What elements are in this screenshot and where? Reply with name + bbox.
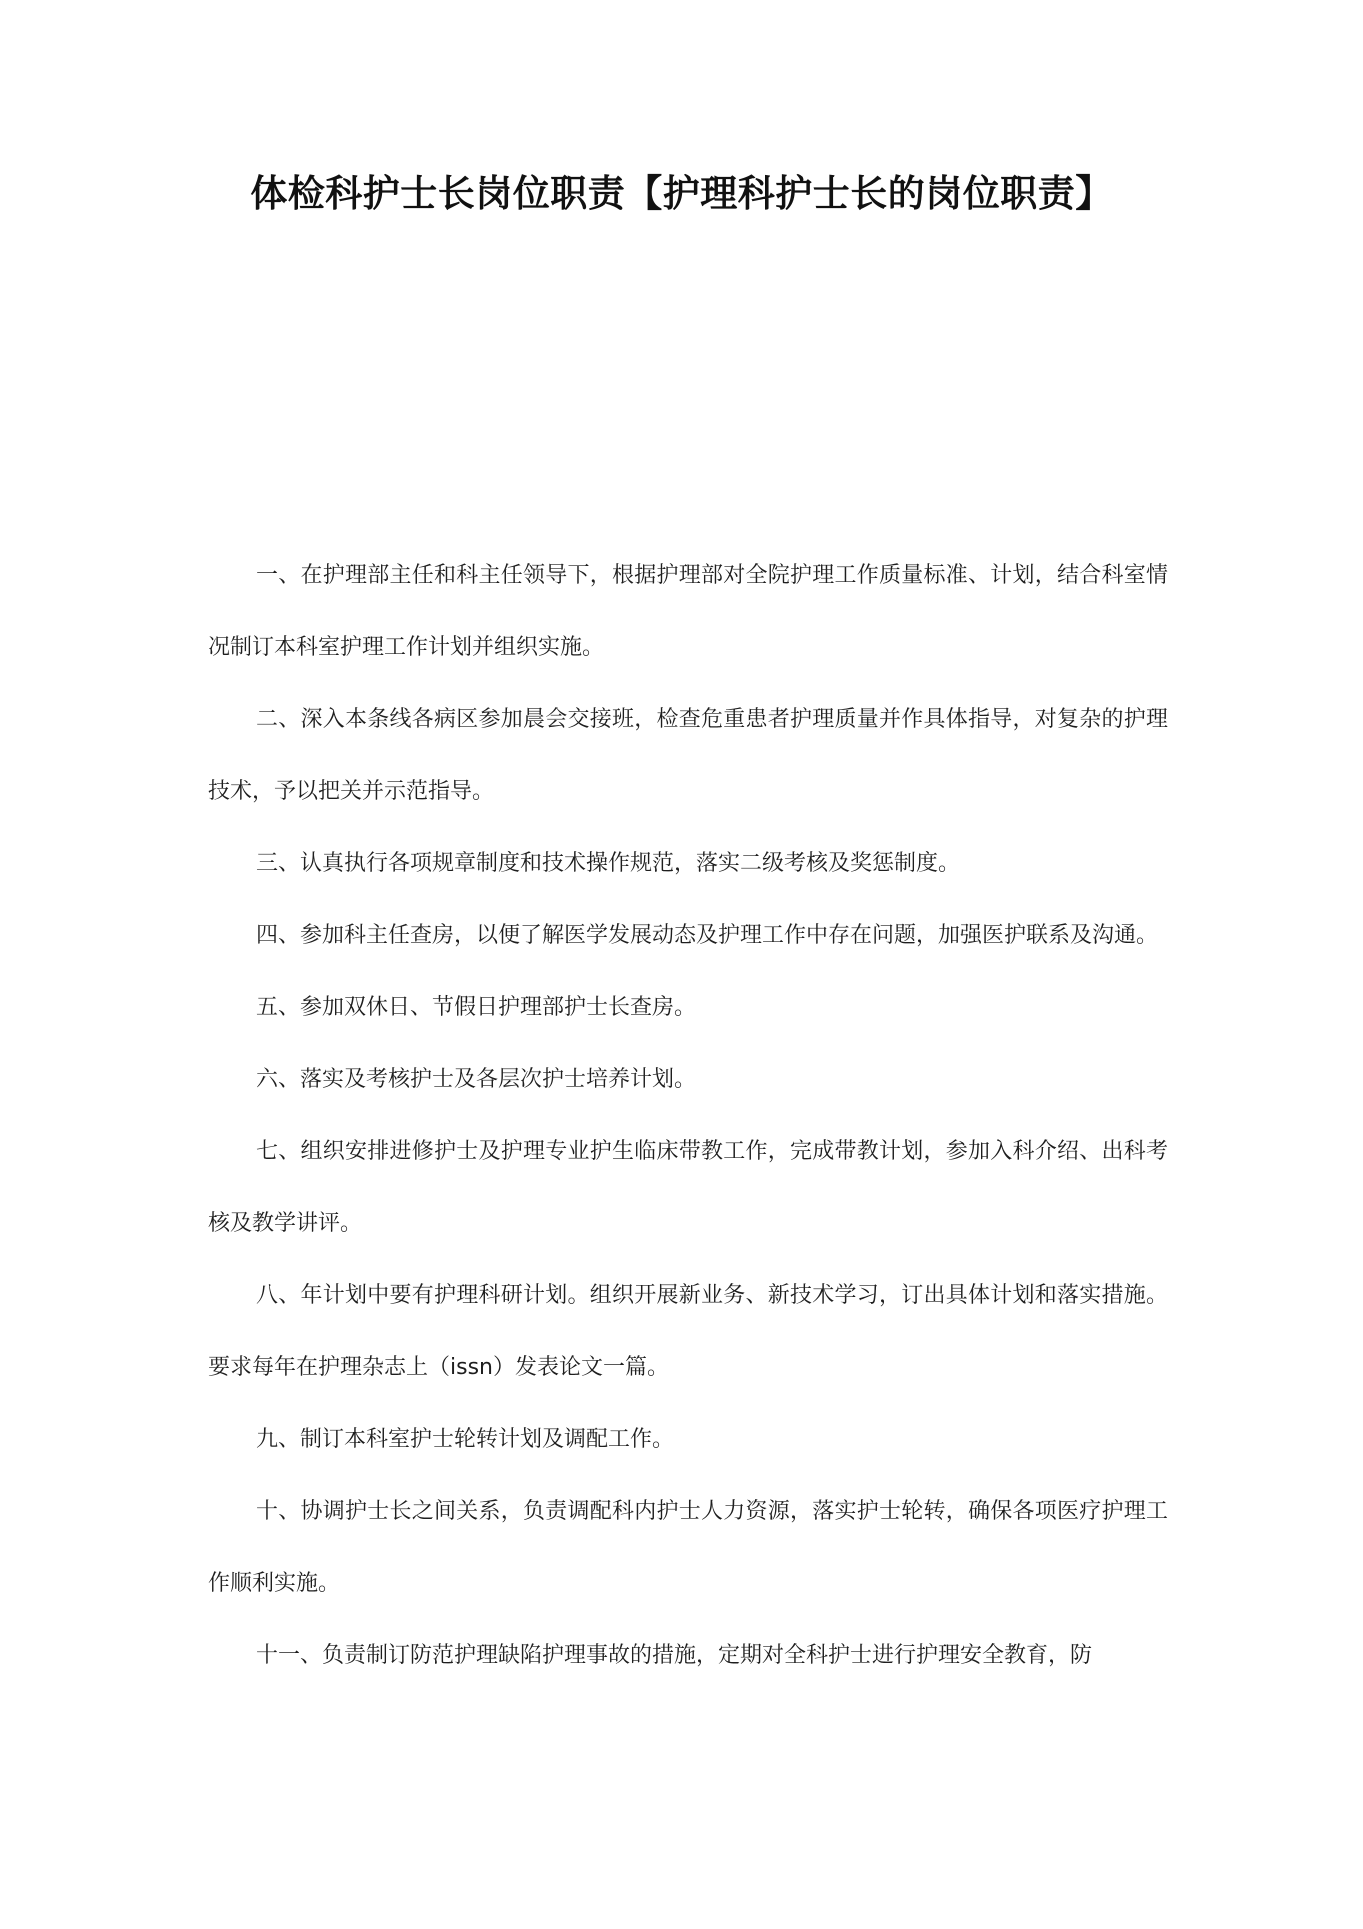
document-title: 体检科护士长岗位职责【护理科护士长的岗位职责】	[250, 171, 1113, 215]
paragraph-9: 九、制订本科室护士轮转计划及调配工作。	[256, 1427, 675, 1452]
paragraph-7: 七、组织安排进修护士及护理专业护生临床带教工作，完成带教计划，参加入科介绍、出科考核及教学讲评。	[208, 1139, 1168, 1236]
paragraph-4: 四、参加科主任查房，以便了解医学发展动态及护理工作中存在问题，加强医护联系及沟通。	[256, 923, 1159, 948]
paragraph-1: 一、在护理部主任和科主任领导下，根据护理部对全院护理工作质量标准、计划，结合科室情况制订本科室护理工作计划并组织实施。	[208, 563, 1168, 660]
paragraph-8: 八、年计划中要有护理科研计划。组织开展新业务、新技术学习，订出具体计划和落实措施。要求每年在护理杂志上（issn）发表论文一篇。	[208, 1283, 1168, 1380]
document-body	[208, 540, 1168, 1692]
paragraph-11: 十一、负责制订防范护理缺陷护理事故的措施，定期对全科护士进行护理安全教育，防	[256, 1643, 1093, 1668]
paragraph-5: 五、参加双休日、节假日护理部护士长查房。	[256, 995, 697, 1020]
paragraph-3: 三、认真执行各项规章制度和技术操作规范，落实二级考核及奖惩制度。	[256, 851, 961, 876]
paragraph-10: 十、协调护士长之间关系，负责调配科内护士人力资源，落实护士轮转，确保各项医疗护理工作顺利实施。	[208, 1499, 1168, 1596]
paragraph-2: 二、深入本条线各病区参加晨会交接班，检查危重患者护理质量并作具体指导，对复杂的护理技术，予以把关并示范指导。	[208, 707, 1168, 804]
paragraph-6: 六、落实及考核护士及各层次护士培养计划。	[256, 1067, 697, 1092]
